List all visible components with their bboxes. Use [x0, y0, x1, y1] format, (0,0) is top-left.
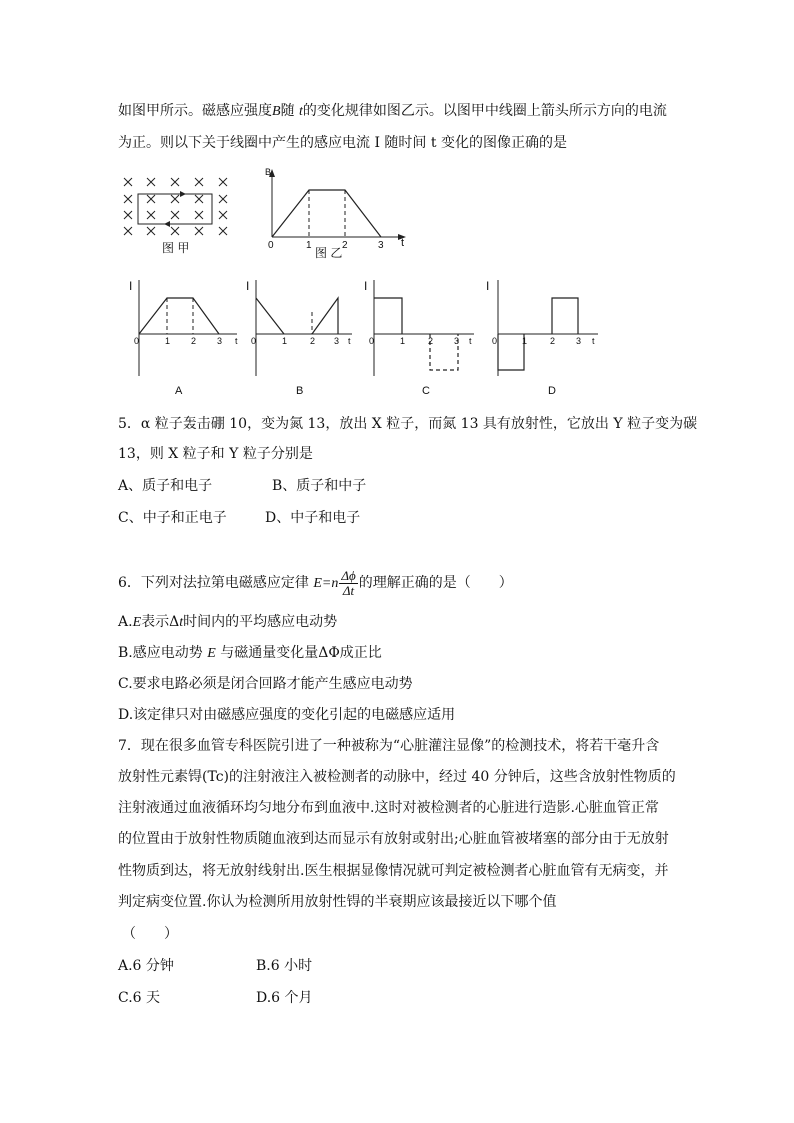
- q5-option-c[interactable]: C、中子和正电子: [118, 510, 227, 526]
- formula-lhs: E=n: [313, 576, 339, 591]
- formula-fraction: [339, 569, 357, 598]
- option-graph-a: [125, 272, 243, 398]
- field-cross-icon: [147, 211, 155, 219]
- current-curve: [552, 298, 578, 334]
- q4-stem-line-2: 为正。则以下关于线圈中产生的感应电流 I 随时间 t 变化的图像正确的是: [118, 135, 567, 151]
- var-t: t: [179, 615, 184, 630]
- tick-label: 2: [428, 336, 434, 346]
- figure-jia-caption: 图 甲: [162, 241, 190, 255]
- q7-option-a[interactable]: A.6 分钟: [118, 958, 174, 974]
- q7-stem-line: 放射性元素锝(Tc)的注射液注入被检测者的动脉中，经过 40 分钟后，这些含放射性物质的: [118, 769, 676, 785]
- var-b: B: [272, 104, 281, 119]
- option-prefix: A.: [118, 614, 133, 630]
- q7-stem-line: 的位置由于放射性物质随血液到达而显示有放射或射出;心脏血管被堵塞的部分由于无放射: [118, 831, 669, 847]
- figure-yi-caption: 图 乙: [315, 246, 343, 260]
- option-text: 与磁通量变化量ΔΦ成正比: [215, 645, 382, 661]
- q6-stem-text: 6．下列对法拉第电磁感应定律: [118, 575, 314, 591]
- option-text: 表示Δ: [141, 614, 180, 630]
- y-axis-label: I: [486, 279, 490, 293]
- tick-label: 1: [400, 336, 406, 346]
- q6-stem-text: 的理解正确的是（ ）: [358, 575, 513, 591]
- q6-option-b[interactable]: [118, 643, 382, 664]
- field-cross-icon: [171, 178, 179, 186]
- field-cross-icon: [147, 195, 155, 203]
- tick-label: 0: [369, 336, 375, 346]
- option-label: D: [548, 385, 556, 397]
- option-graph-b: [240, 272, 358, 398]
- option-label: C: [422, 385, 430, 397]
- field-cross-icon: [219, 211, 227, 219]
- tick-label: 0: [134, 336, 140, 346]
- q6-option-c[interactable]: C.要求电路必须是闭合回路才能产生感应电动势: [118, 676, 413, 692]
- field-cross-icon: [219, 178, 227, 186]
- field-cross-icon: [195, 211, 203, 219]
- q5-stem-line-2: 13，则 X 粒子和 Y 粒子分别是: [118, 446, 313, 462]
- q5-option-d[interactable]: D、中子和电子: [265, 510, 361, 526]
- x-axis-label: t: [235, 336, 238, 346]
- field-cross-icon: [147, 178, 155, 186]
- coil-arrow-icon: [180, 191, 186, 197]
- tick-label: 1: [165, 336, 171, 346]
- x-axis-label: t: [401, 237, 405, 249]
- tick-label: 2: [310, 336, 316, 346]
- tick-label: 2: [342, 240, 348, 251]
- q7-option-c[interactable]: C.6 天: [118, 990, 161, 1006]
- x-axis-label: t: [348, 336, 351, 346]
- field-cross-icon: [171, 195, 179, 203]
- field-cross-icon: [195, 227, 203, 235]
- y-axis-label: B: [265, 167, 272, 177]
- var-t: t: [299, 104, 303, 119]
- field-cross-icon: [147, 227, 155, 235]
- tick-label: 0: [268, 240, 274, 251]
- current-curve: [498, 334, 524, 370]
- y-axis-label: I: [364, 279, 368, 293]
- field-cross-icon: [124, 211, 132, 219]
- q5-option-a[interactable]: A、质子和电子: [118, 478, 213, 494]
- field-cross-icon: [124, 178, 132, 186]
- tick-label: 1: [522, 336, 528, 346]
- option-text: 时间内的平均感应电动势: [183, 614, 338, 630]
- current-curve: [139, 298, 219, 334]
- tick-label: 0: [492, 336, 498, 346]
- figure-jia: [118, 172, 236, 258]
- field-cross-icon: [219, 195, 227, 203]
- q4-stem-text: 随: [280, 103, 300, 119]
- field-cross-icon: [195, 195, 203, 203]
- current-curve: [256, 298, 284, 334]
- current-curve: [374, 298, 402, 334]
- formula-numerator: Δϕ: [341, 567, 356, 583]
- var-e: E: [132, 615, 142, 630]
- q6-stem: [118, 566, 513, 601]
- q7-option-b[interactable]: B.6 小时: [256, 958, 313, 974]
- answer-bracket: （ ）: [122, 926, 178, 942]
- q4-stem-text: 的变化规律如图乙示。以图甲中线圈上箭头所示方向的电流: [302, 103, 667, 119]
- q5-stem-line-1: 5．α 粒子轰击硼 10，变为氮 13，放出 X 粒子，而氮 13 具有放射性，它放出 Y 粒子变为碳: [118, 416, 698, 432]
- b-curve: [272, 190, 381, 237]
- var-e: E: [207, 646, 216, 661]
- option-graph-d: [478, 272, 602, 398]
- q7-stem-line: 注射液通过血液循环均匀地分布到血液中.这时对被检测者的心脏进行造影.心脏血管正常: [118, 800, 659, 816]
- q4-stem-text: 如图甲所示。磁感应强度: [118, 103, 272, 119]
- field-cross-icon: [124, 195, 132, 203]
- option-graph-c: [362, 272, 480, 398]
- y-axis-label: I: [246, 279, 250, 293]
- figure-yi: [262, 165, 412, 260]
- tick-label: 3: [217, 336, 223, 346]
- y-axis-label: I: [129, 279, 133, 293]
- field-cross-icon: [171, 211, 179, 219]
- tick-label: 3: [454, 336, 460, 346]
- tick-label: 0: [251, 336, 257, 346]
- tick-label: 1: [282, 336, 288, 346]
- q6-option-a[interactable]: [118, 612, 337, 633]
- tick-label: 3: [378, 240, 384, 251]
- tick-label: 1: [306, 240, 312, 251]
- tick-label: 2: [191, 336, 197, 346]
- formula-denominator: Δt: [342, 582, 355, 598]
- q7-option-d[interactable]: D.6 个月: [256, 990, 313, 1006]
- q5-option-b[interactable]: B、质子和中子: [272, 478, 367, 494]
- q7-stem-line: 判定病变位置.你认为检测所用放射性锝的半衰期应该最接近以下哪个值: [118, 894, 557, 910]
- coil-arrow-icon: [164, 221, 170, 227]
- option-text: B.感应电动势: [118, 645, 208, 661]
- x-axis-label: t: [469, 336, 472, 346]
- current-curve: [312, 298, 338, 334]
- field-cross-icon: [124, 227, 132, 235]
- option-label: A: [175, 385, 183, 397]
- tick-label: 2: [550, 336, 556, 346]
- q6-option-d[interactable]: D.该定律只对由磁感应强度的变化引起的电磁感应适用: [118, 707, 456, 723]
- q7-stem-line: 性物质到达，将无放射线射出.医生根据显像情况就可判定被检测者心脏血管有无病变，并: [118, 863, 669, 879]
- tick-label: 3: [576, 336, 582, 346]
- q4-stem-line-1: [118, 101, 667, 122]
- x-axis-label: t: [592, 336, 595, 346]
- field-cross-icon: [171, 227, 179, 235]
- field-cross-icon: [195, 178, 203, 186]
- tick-label: 3: [334, 336, 340, 346]
- option-label: B: [296, 385, 304, 397]
- field-cross-icon: [219, 227, 227, 235]
- q7-stem-line: 7．现在很多血管专科医院引进了一种被称为“心脏灌注显像”的检测技术，将若干毫升含: [118, 738, 660, 754]
